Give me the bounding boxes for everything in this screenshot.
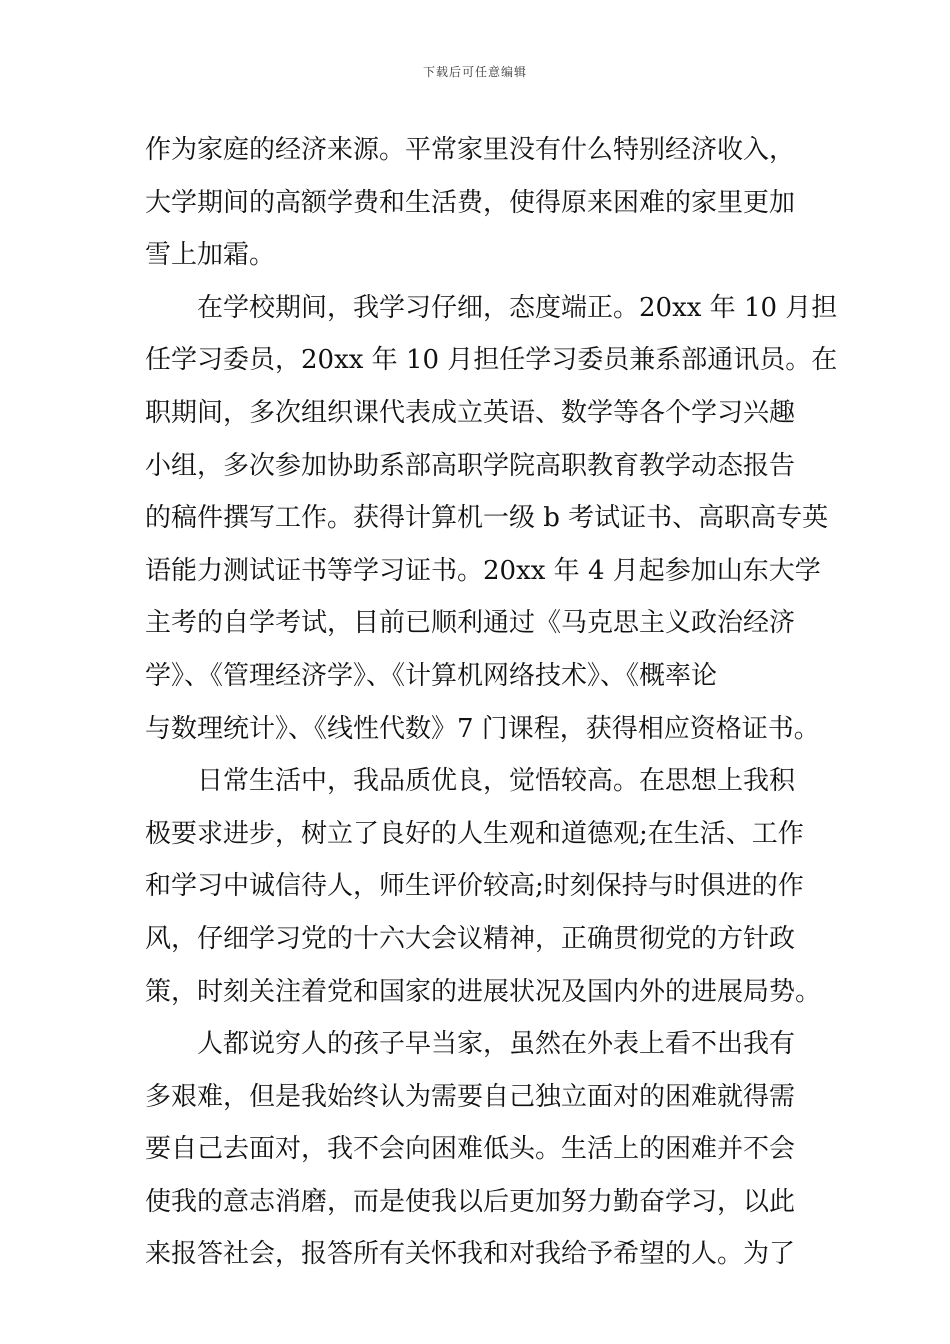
text-line: 在学校期间，我学习仔细，态度端正。20xx 年 10 月担 — [197, 292, 838, 323]
paragraph-1 — [145, 124, 817, 282]
text-line: 风，仔细学习党的十六大会议精神，正确贯彻党的方针政 — [145, 923, 796, 954]
paragraph-2 — [145, 282, 838, 755]
text-line: 多艰难，但是我始终认为需要自己独立面对的困难就得需 — [145, 1081, 796, 1112]
document-body — [145, 124, 838, 1281]
text-line: 和学习中诚信待人，师生评价较高;时刻保持与时俱进的作 — [145, 871, 804, 902]
text-line: 任学习委员，20xx 年 10 月担任学习委员兼系部通讯员。在 — [145, 345, 838, 376]
text-line: 日常生活中，我品质优良，觉悟较高。在思想上我积 — [197, 766, 796, 797]
text-line: 语能力测试证书等学习证书。20xx 年 4 月起参加山东大学 — [145, 555, 821, 586]
text-line: 与数理统计》、《线性代数》7 门课程，获得相应资格证书。 — [145, 713, 820, 744]
text-line: 雪上加霜。 — [145, 240, 276, 271]
text-line: 大学期间的高额学费和生活费，使得原来困难的家里更加 — [145, 187, 796, 218]
text-line: 人都说穷人的孩子早当家，虽然在外表上看不出我有 — [197, 1029, 796, 1060]
text-line: 策，时刻关注着党和国家的进展状况及国内外的进展局势。 — [145, 976, 822, 1007]
text-line: 的稿件撰写工作。获得计算机一级 b 考试证书、高职高专英 — [145, 503, 829, 534]
text-line: 小组，多次参加协助系部高职学院高职教育教学动态报告 — [145, 450, 796, 481]
text-line: 要自己去面对，我不会向困难低头。生活上的困难并不会 — [145, 1134, 796, 1165]
text-line: 来报答社会，报答所有关怀我和对我给予希望的人。为了 — [145, 1239, 796, 1270]
text-line: 使我的意志消磨，而是使我以后更加努力勤奋学习，以此 — [145, 1186, 796, 1217]
text-line: 作为家庭的经济来源。平常家里没有什么特别经济收入， — [145, 135, 796, 165]
paragraph-3 — [145, 755, 822, 1018]
paragraph-4 — [145, 1018, 817, 1281]
text-line: 极要求进步，树立了良好的人生观和道德观;在生活、工作 — [145, 818, 804, 849]
text-line: 职期间，多次组织课代表成立英语、数学等各个学习兴趣 — [145, 397, 796, 428]
text-line: 学》、《管理经济学》、《计算机网络技术》、《概率论 — [145, 660, 718, 691]
text-line: 主考的自学考试，目前已顺利通过《马克思主义政治经济 — [145, 608, 796, 639]
page-header: 下载后可任意编辑 — [422, 65, 527, 79]
